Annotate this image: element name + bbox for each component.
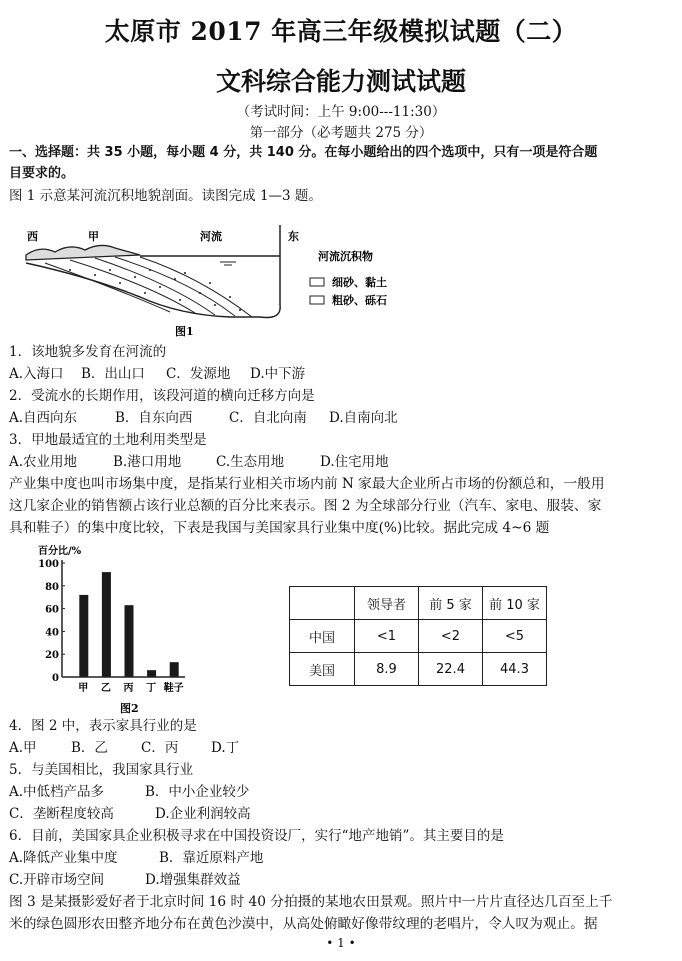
q6-option-a[interactable]: A.降低产业集中度 — [9, 850, 118, 866]
q1-option-d[interactable]: D.中下游 — [250, 366, 306, 382]
table-cell: <2 — [419, 620, 483, 653]
bar — [79, 595, 88, 677]
table-cell: 22.4 — [419, 653, 483, 686]
concentration-table — [289, 586, 547, 686]
q6-option-b[interactable]: B．靠近原料产地 — [159, 850, 264, 866]
legend-fine-label: 细砂、黏土 — [332, 276, 387, 289]
legend-fine-swatch — [310, 278, 324, 286]
y-tick-label: 0 — [52, 673, 59, 684]
q2-option-c[interactable]: C．自北向南 — [229, 410, 307, 426]
q1-option-b[interactable]: B．出山口 — [81, 366, 145, 382]
question-6-options-row2 — [9, 869, 241, 891]
table-header-cell: 前 10 家 — [483, 587, 547, 620]
figure1-intro: 图 1 示意某河流沉积地貌剖面。读图完成 1—3 题。 — [9, 188, 322, 204]
exam-time: （考试时间：上午 9:00---11:30） — [236, 104, 446, 120]
x-tick-label: 丙 — [123, 683, 134, 694]
table-row — [290, 653, 547, 686]
bar — [147, 670, 156, 677]
table-cell: 8.9 — [355, 653, 419, 686]
y-tick-label: 100 — [38, 559, 59, 570]
question-4-stem: 4．图 2 中，表示家具行业的是 — [9, 718, 197, 734]
q3-option-b[interactable]: B.港口用地 — [113, 454, 182, 470]
coarse-gravel-layers — [45, 257, 252, 317]
figure1 — [0, 215, 420, 340]
q2-option-b[interactable]: B．自东向西 — [115, 410, 193, 426]
passage3-line2: 米的绿色圆形农田整齐地分布在黄色沙漠中，从高处俯瞰好像带纹理的老唱片，令人叹为观止。据 — [9, 916, 598, 932]
q2-option-a[interactable]: A.自西向东 — [9, 410, 78, 426]
y-tick-label: 60 — [45, 604, 59, 616]
question-1-options — [9, 363, 305, 385]
exam-title: 太原市 2017 年高三年级模拟试题（二） — [104, 17, 578, 46]
fine-sand-layer — [26, 245, 140, 260]
passage2-line2: 这几家企业的销售额占该行业总额的百分比来表示。图 2 为全球部分行业（汽车、家电、服装、家 — [9, 498, 602, 514]
x-tick-label: 甲 — [78, 683, 89, 694]
part-label: 第一部分（必考题共 275 分） — [249, 125, 433, 141]
passage3-line1: 图 3 是某摄影爱好者于北京时间 16 时 40 分拍摄的某地农田景观。照片中一片片直径达几百至上千 — [9, 894, 613, 910]
page-number: • 1 • — [326, 936, 356, 950]
question-3-stem: 3．甲地最适宜的土地利用类型是 — [9, 432, 207, 448]
y-tick-label: 40 — [45, 627, 59, 639]
figure2 — [0, 540, 250, 720]
bar — [170, 662, 179, 677]
exam-subtitle: 文科综合能力测试试题 — [215, 67, 466, 96]
question-6-options-row1 — [9, 847, 263, 869]
label-west: 西 — [27, 230, 38, 243]
table-cell: 中国 — [290, 620, 355, 653]
q1-option-a[interactable]: A.入海口 — [9, 366, 64, 382]
passage2-line3: 具和鞋子）的集中度比较，下表是我国与美国家具行业集中度(%)比较。据此完成 4~6 题 — [9, 520, 550, 536]
gravel-dots — [69, 269, 241, 311]
x-tick-label: 鞋子 — [163, 683, 184, 694]
q5-option-a[interactable]: A.中低档产品多 — [9, 784, 105, 800]
q3-option-d[interactable]: D.住宅用地 — [320, 454, 389, 470]
table-row — [290, 620, 547, 653]
label-jia: 甲 — [88, 230, 99, 243]
figure2-caption: 图2 — [120, 702, 139, 715]
legend-coarse-label: 粗砂、砾石 — [332, 294, 387, 307]
q4-option-b[interactable]: B．乙 — [71, 740, 108, 756]
q4-option-c[interactable]: C．丙 — [141, 740, 179, 756]
q5-option-c[interactable]: C．垄断程度较高 — [9, 806, 114, 822]
legend-title: 河流沉积物 — [318, 250, 373, 263]
section-heading-2: 目要求的。 — [9, 166, 75, 181]
question-2-options — [9, 407, 398, 429]
question-6-stem: 6．目前，美国家具企业积极寻求在中国投资设厂，实行“地产地销”。其主要目的是 — [9, 828, 504, 844]
y-tick-label: 80 — [45, 581, 59, 593]
question-5-options-row1 — [9, 781, 249, 803]
question-1-stem: 1．该地貌多发育在河流的 — [9, 344, 167, 360]
section-heading-1: 一、选择题：共 35 小题，每小题 4 分，共 140 分。在每小题给出的四个选项中，只有一项是符合题 — [9, 145, 598, 160]
q6-option-d[interactable]: D.增强集群效益 — [145, 872, 241, 888]
question-5-options-row2 — [9, 803, 251, 825]
question-4-options — [9, 737, 239, 759]
q5-option-b[interactable]: B．中小企业较少 — [145, 784, 250, 800]
table-cell: <1 — [355, 620, 419, 653]
x-tick-label: 丁 — [146, 683, 157, 694]
q3-option-a[interactable]: A.农业用地 — [9, 454, 78, 470]
legend-coarse-swatch — [310, 296, 324, 304]
label-river: 河流 — [200, 230, 222, 243]
bar — [125, 605, 134, 677]
table-cell: 美国 — [290, 653, 355, 686]
q3-option-c[interactable]: C.生态用地 — [216, 454, 285, 470]
question-5-stem: 5．与美国相比，我国家具行业 — [9, 762, 194, 778]
table-header-cell: 领导者 — [355, 587, 419, 620]
question-3-options — [9, 451, 389, 473]
y-axis-label: 百分比/% — [38, 546, 82, 557]
q5-option-d[interactable]: D.企业利润较高 — [155, 806, 251, 822]
q2-option-d[interactable]: D.自南向北 — [329, 410, 398, 426]
table-header-row — [290, 587, 547, 620]
table-cell: 44.3 — [483, 653, 547, 686]
passage2-line1: 产业集中度也叫市场集中度，是指某行业相关市场内前 N 家最大企业所占市场的份额总和，一般用 — [9, 476, 605, 492]
river-profile-diagram — [0, 215, 420, 340]
table-cell: <5 — [483, 620, 547, 653]
x-tick-label: 乙 — [100, 683, 111, 694]
table-header-cell: 前 5 家 — [419, 587, 483, 620]
bar-chart — [0, 540, 250, 720]
question-2-stem: 2．受流水的长期作用，该段河道的横向迁移方向是 — [9, 388, 315, 404]
y-tick-label: 20 — [45, 650, 59, 662]
figure1-caption: 图1 — [175, 325, 194, 338]
q1-option-c[interactable]: C．发源地 — [166, 366, 231, 382]
q4-option-d[interactable]: D.丁 — [211, 740, 240, 756]
q4-option-a[interactable]: A.甲 — [9, 740, 37, 756]
table-header-cell — [290, 587, 355, 620]
q6-option-c[interactable]: C.开辟市场空间 — [9, 872, 105, 888]
river-bed — [26, 225, 280, 318]
bar — [102, 572, 111, 677]
label-east: 东 — [288, 230, 299, 243]
